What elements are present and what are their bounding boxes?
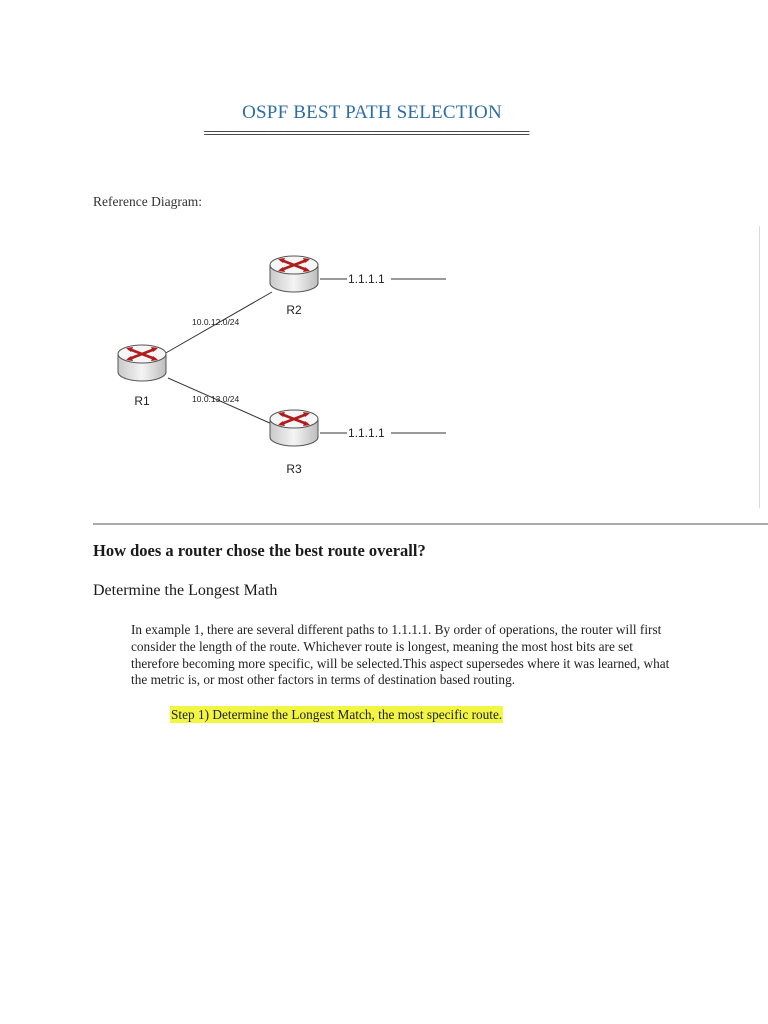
router-label-r1: R1 xyxy=(134,394,150,408)
dest-label-r3: 1.1.1.1 xyxy=(348,426,385,440)
horizontal-divider xyxy=(93,523,768,525)
router-label-r2: R2 xyxy=(286,303,302,317)
vertical-divider xyxy=(759,226,760,508)
dest-label-r2: 1.1.1.1 xyxy=(348,272,385,286)
router-icon xyxy=(118,345,166,381)
title-rule: =========================================================== xyxy=(203,126,529,140)
body-paragraph xyxy=(131,622,679,689)
router-label-r3: R3 xyxy=(286,462,302,476)
reference-diagram-label: Reference Diagram: xyxy=(93,194,203,209)
page-title: OSPF BEST PATH SELECTION xyxy=(242,102,502,123)
paragraph-text: In example 1, there are several different paths to 1.1.1.1. By order of operations, the router will first consider the length of the route. Whichever route is longest, meaning the most host bits are set therefore becoming more specific, will be selected.This aspect supersedes where it was learned, what the metric is, or most other factors in terms of destination based routing. xyxy=(131,622,670,688)
link-label-r1-r3: 10.0.13.0/24 xyxy=(192,394,240,404)
question-heading: How does a router chose the best route overall? xyxy=(93,541,426,560)
router-icon xyxy=(270,256,318,292)
network-diagram xyxy=(0,210,768,520)
link-label-r1-r2: 10.0.12.0/24 xyxy=(192,317,240,327)
highlighted-step: Step 1) Determine the Longest Match, the most specific route. xyxy=(171,707,503,722)
router-icon xyxy=(270,410,318,446)
section-heading: Determine the Longest Math xyxy=(93,582,278,599)
